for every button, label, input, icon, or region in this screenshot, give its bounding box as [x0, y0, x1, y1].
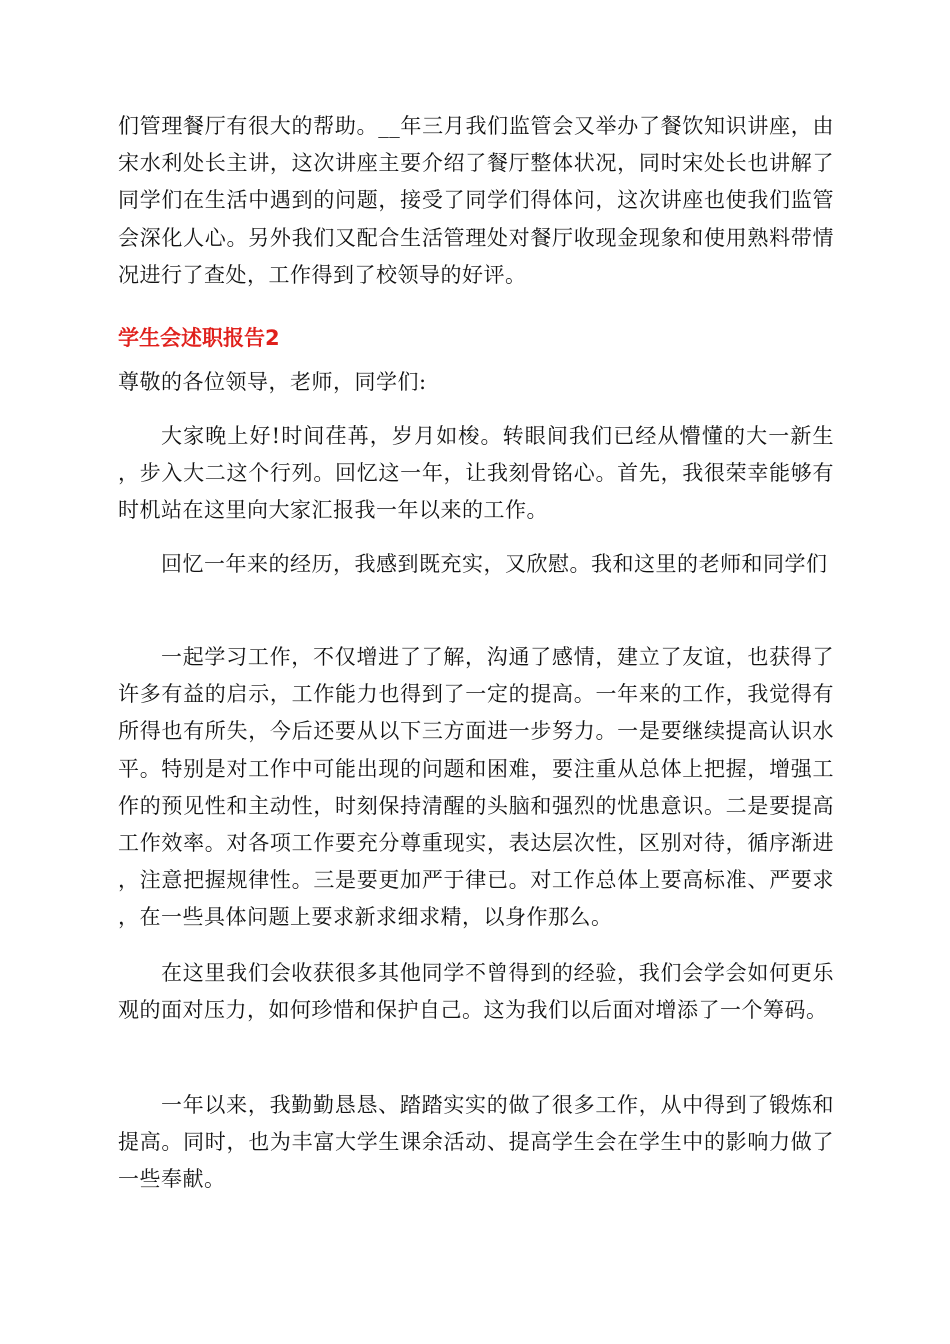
salutation: 尊敬的各位领导，老师，同学们:: [118, 370, 427, 394]
body-paragraph-continued: 们管理餐厅有很大的帮助。__年三月我们监管会又举办了餐饮知识讲座，由宋水利处长主讲，这次讲座主要介绍了餐厅整体状况，同时宋处长也讲解了同学们在生活中遇到的问题，接受了同学们得体问，这次讲座也使我们监管会深化人心。另外我们又配合生活管理处对餐厅收现金现象和使用熟料带情况进行了查处，工作得到了校领导的好评。: [118, 114, 834, 287]
body-paragraph-conclusion: 一年以来，我勤勤恳恳、踏踏实实的做了很多工作，从中得到了锻炼和提高。同时，也为丰富大学生课余活动、提高学生会在学生中的影响力做了一些奉献。: [118, 1093, 834, 1192]
body-paragraph-experience: 在这里我们会收获很多其他同学不曾得到的经验，我们会学会如何更乐观的面对压力，如何珍惜和保护自己。这为我们以后面对增添了一个筹码。: [118, 961, 834, 1023]
body-paragraph-greeting: 大家晚上好!时间荏苒，岁月如梭。转眼间我们已经从懵懂的大一新生，步入大二这个行列。回忆这一年，让我刻骨铭心。首先，我很荣幸能够有时机站在这里向大家汇报我一年以来的工作。: [118, 424, 834, 523]
body-paragraph-reflection: 回忆一年来的经历，我感到既充实，又欣慰。我和这里的老师和同学们: [161, 552, 828, 576]
section-heading: 学生会述职报告2: [118, 326, 280, 350]
body-paragraph-work-summary: 一起学习工作，不仅增进了了解，沟通了感情，建立了友谊，也获得了许多有益的启示，工作能力也得到了一定的提高。一年来的工作，我觉得有所得也有所失，今后还要从以下三方面进一步努力。一是要继续提高认识水平。特别是对工作中可能出现的问题和困难，要注重从总体上把握，增强工作的预见性和主动性，时刻保持清醒的头脑和强烈的忧患意识。二是要提高工作效率。对各项工作要充分尊重现实，表达层次性，区别对待，循序渐进，注意把握规律性。三是要更加严于律已。对工作总体上要高标准、严要求，在一些具体问题上要求新求细求精，以身作那么。: [118, 645, 834, 930]
